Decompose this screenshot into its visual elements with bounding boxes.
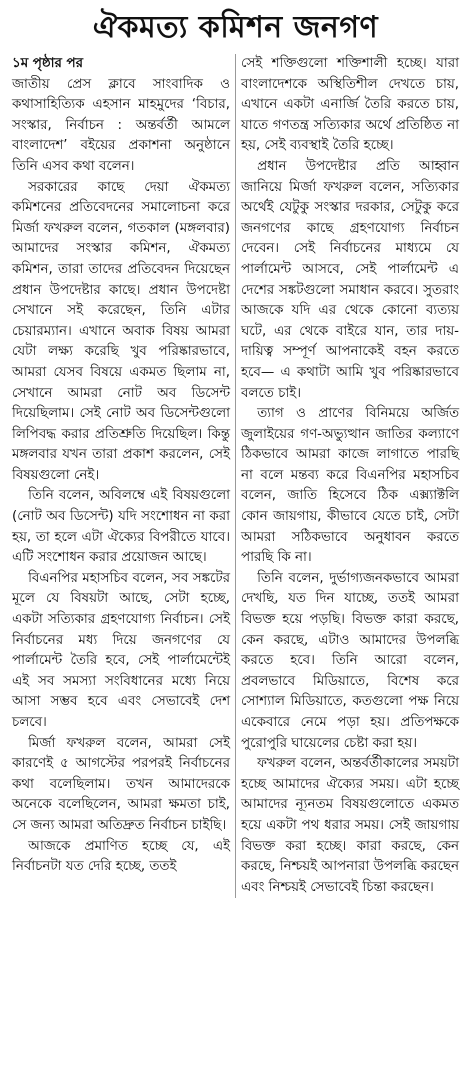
paragraph: বিএনপির মহাসচিব বলেন, সব সঙ্কটের মূলে যে বিষয়টা আছে, সেটা হচ্ছে, একটা সত্যিকার গ্রহণযোগ্য নির্বাচন। সেই নির্বাচনের মধ্য দিয়ে জনগণের যে পার্লামেন্ট তৈরি হবে, সেই পার্লামেন্টেই এই সব সমস্যা সংবিধানের মধ্যে নিয়ে আসা সম্ভব হবে এবং সেভাবেই দেশ চলবে। — [12, 570, 230, 730]
continued-from-label: ১ম পৃষ্ঠার পর — [12, 56, 83, 71]
right-column — [241, 54, 459, 898]
paragraph: ফখরুল বলেন, অন্তর্বর্তীকালের সময়টা হচ্ছে আমাদের ঐক্যের সময়। এটা হচ্ছে আমাদের ন্যূনতম বিষয়গুলোতে একমত হয়ে একটা পথ ধরার সময়। সেই জায়গায় বিভক্ত করা হচ্ছে। কারা করছে, কেন করছে, নিশ্চয়ই আপনারা উপলব্ধি করছেন এবং নিশ্চয়ই সেভাবেই চিন্তা করছেন। — [241, 756, 459, 895]
paragraph: প্রধান উপদেষ্টার প্রতি আহ্বান জানিয়ে মির্জা ফখরুল বলেন, সত্যিকার অর্থেই যেটুকু সংস্কার দরকার, সেটুকু করে জনগণের কাছে গ্রহণযোগ্য নির্বাচন দেবেন। সেই নির্বাচনের মাধ্যমে যে পার্লামেন্ট আসবে, সেই পার্লামেন্ট এ দেশের সঙ্কটগুলো সমাধান করবে। সুতরাং আজকে যদি এর থেকে কোনো ব্যত্যয় ঘটে, এর থেকে বাইরে যান, তার দায়-দায়িত্ব সম্পূর্ণ আপনাকেই বহন করতে হবে— এ কথাটা আমি খুব পরিষ্কারভাবে বলতে চাই। — [241, 158, 459, 401]
paragraph-text: জাতীয় প্রেস ক্লাবে সাংবাদিক ও কথাসাহিত্যিক এহসান মাহমুদের ‘বিচার, সংস্কার, নির্বাচন : অন্তর্বর্তী আমলে বাংলাদেশ’ বইয়ের প্রকাশনা অনুষ্ঠানে তিনি এসব কথা বলেন। — [12, 76, 230, 174]
paragraph — [12, 54, 230, 178]
headline: ঐকমত্য কমিশন জনগণ — [92, 10, 379, 45]
paragraph: আজকে প্রমাণিত হচ্ছে যে, এই নির্বাচনটা যত দেরি হচ্ছে, ততই — [12, 838, 230, 875]
paragraph: সরকারের কাছে দেয়া ঐকমত্য কমিশনের প্রতিবেদনের সমালোচনা করে মির্জা ফখরুল বলেন, গতকাল (মঙ্গলবার) আমাদের সংস্কার কমিশন, ঐকমত্য কমিশন, তারা তাদের প্রতিবেদন দিয়েছেন প্রধান উপদেষ্টার কাছে। প্রধান উপদেষ্টা সেখানে সই করেছেন, তিনি এটার চেয়ারম্যান। এখানে অবাক বিষয় আমরা যেটা লক্ষ্য করেছি খুব পরিষ্কারভাবে, আমরা যেসব বিষয়ে একমত ছিলাম না, সেখানে আমরা নোট অব ডিসেন্ট দিয়েছিলাম। সেই নোট অব ডিসেন্টগুলো লিপিবদ্ধ করার প্রতিশ্রুতি দিয়েছিল। কিন্তু মঙ্গলবার যখন তারা প্রকাশ করলেন, সেই বিষয়গুলো নেই। — [12, 179, 230, 483]
column-divider — [235, 54, 236, 898]
paragraph: তিনি বলেন, দুর্ভাগ্যজনকভাবে আমরা দেখছি, যত দিন যাচ্ছে, ততই আমরা বিভক্ত হয়ে পড়ছি। বিভক্ত কারা করছে, কেন করছে, এটাও আমাদের উপলব্ধি করতে হবে। তিনি আরো বলেন, প্রবলভাবে মিডিয়াতে, বিশেষ করে সোশ্যাল মিডিয়াতে, কতগুলো পক্ষ নিয়ে একেবারে নেমে পড়া হয়। প্রতিপক্ষকে পুরোপুরি ঘায়েলের চেষ্টা করা হয়। — [241, 570, 459, 751]
left-column — [12, 54, 230, 898]
article-columns — [12, 54, 459, 898]
paragraph: ত্যাগ ও প্রাণের বিনিময়ে অর্জিত জুলাইয়ের গণ-অভ্যুত্থান জাতির কল্যাণে ঠিকভাবে আমরা কাজে লাগাতে পারছি না বলে মন্তব্য করে বিএনপির মহাসচিব বলেন, জাতি হিসেবে ঠিক এক্স্যাক্টলি কোন জায়গায়, কীভাবে যেতে চাই, সেটা আমরা সঠিকভাবে অনুধাবন করতে পারছি কি না। — [241, 406, 459, 566]
paragraph: তিনি বলেন, অবিলম্বে এই বিষয়গুলো (নোট অব ডিসেন্ট) যদি সংশোধন না করা হয়, তা হলে এটা ঐক্যের বিপরীতে যাবে। এটি সংশোধন করার প্রয়োজন আছে। — [12, 488, 230, 566]
paragraph: মির্জা ফখরুল বলেন, আমরা সেই কারণেই ৫ আগস্টের পরপরই নির্বাচনের কথা বলেছিলাম। তখন আমাদেরকে অনেকে বলেছিলেন, আমরা ক্ষমতা চাই, সে জন্য আমরা অতিদ্রুত নির্বাচন চাইছি। — [12, 735, 230, 833]
paragraph: সেই শক্তিগুলো শক্তিশালী হচ্ছে। যারা বাংলাদেশকে অস্থিতিশীল দেখতে চায়, এখানে একটা এনার্জি তৈরি করতে চায়, যাতে গণতন্ত্র সত্যিকার অর্থে প্রতিষ্ঠিত না হয়, সেই ব্যবস্থাই তৈরি হচ্ছে। — [241, 56, 459, 154]
